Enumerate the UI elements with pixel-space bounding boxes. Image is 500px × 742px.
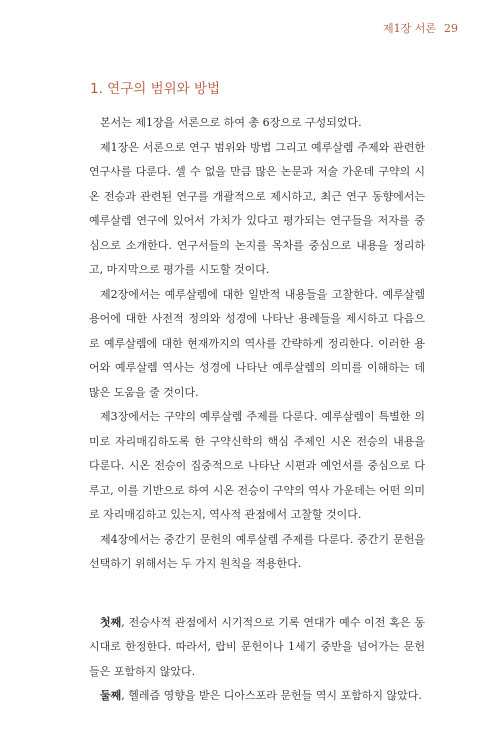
page-number: 29 bbox=[444, 22, 458, 35]
principle-second bbox=[89, 684, 425, 709]
paragraph-chapter-2: 제2장에서는 예루살렘에 대한 일반적 내용들을 고찰한다. 예루살렘 용어에 대한 사전적 정의와 성경에 나타난 용례들을 제시하고 다음으로 예루살렘에 대한 현재까지의 역사를 간략하게 정리한다. 이러한 용어와 예루살렘 역사는 성경에 나타난 예루살렘의 의미를 이해하는 데 많은 도움을 줄 것이다. bbox=[89, 287, 425, 399]
paragraph-chapter-4: 제4장에서는 중간기 문헌의 예루살렘 주제를 다룬다. 중간기 문헌을 선택하기 위해서는 두 가지 원칙을 적용한다. bbox=[89, 532, 425, 570]
principle-first-text: , 전승사적 관점에서 시기적으로 기록 연대가 예수 이전 혹은 동시대로 한정한다. 따라서, 랍비 문헌이나 1세기 중반을 넘어가는 문헌들은 포함하지 않았다. bbox=[89, 615, 425, 678]
paragraph-chapter-3: 제3장에서는 구약의 예루살렘 주제를 다룬다. 예루살렘이 특별한 의미로 자리매김하도록 한 구약신학의 핵심 주제인 시온 전승의 내용을 다룬다. 시온 전승이 집중적으로 나타난 시편과 예언서를 중심으로 다루고, 이를 기반으로 하여 시온 전승이 구약의 역사 가운데는 어떤 의미로 자리매김하고 있는지, 역사적 관점에서 고찰할 것이다. bbox=[89, 410, 425, 521]
section-title: 1. 연구의 범위와 방법 bbox=[90, 81, 221, 98]
body-text bbox=[89, 111, 425, 709]
paragraph-chapter-1: 제1장은 서론으로 연구 범위와 방법 그리고 예루살렘 주제와 관련한 연구사를 다룬다. 셀 수 없을 만큼 많은 논문과 저술 가운데 구약의 시온 전승과 관련된 연구를 개괄적으로 제시하고, 최근 연구 동향에서는 예루살렘 연구에 있어서 가치가 있다고 평가되는 연구들을 저자를 중심으로 소개한다. 연구서들의 논지를 목차를 중심으로 내용을 정리하고, 마지막으로 평가를 시도할 것이다. bbox=[89, 140, 425, 276]
principle-second-text: , 헬레즘 영향을 받은 디아스포라 문헌들 역시 포함하지 않았다. bbox=[121, 689, 422, 702]
principle-second-lead: 둘째 bbox=[100, 689, 122, 702]
principle-first bbox=[89, 611, 425, 685]
chapter-label: 제1장 서론 bbox=[383, 22, 436, 35]
principle-first-lead: 첫째 bbox=[100, 615, 122, 629]
running-head bbox=[383, 20, 458, 36]
paragraph-overview: 본서는 제1장을 서론으로 하여 총 6장으로 구성되었다. bbox=[100, 116, 362, 129]
